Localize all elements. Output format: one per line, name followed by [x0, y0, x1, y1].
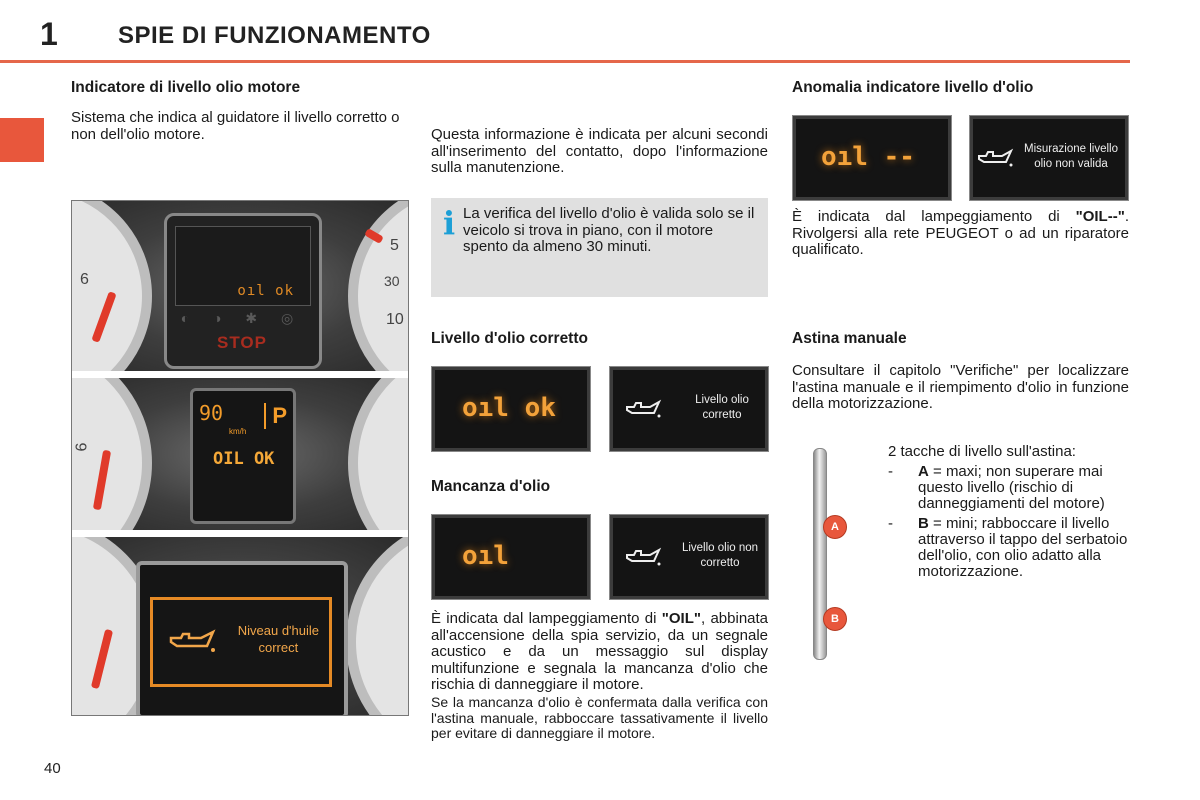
oil-fault-lcd-display: [792, 115, 952, 201]
tachometer-gauge: [72, 378, 152, 530]
display-info-text: Questa informazione è indicata per alcuni secondi all'inserimento del contatto, dopo l'informazione sulla manutenzione.: [431, 126, 768, 176]
message-line-2: corretto: [700, 557, 740, 569]
notches-intro: 2 tacche di livello sull'astina:: [888, 443, 1076, 460]
central-display-unit: [164, 213, 322, 369]
oil-dashes-glow-text: oıl --: [821, 142, 915, 172]
dipstick-mark-a: A: [823, 515, 847, 539]
section-heading-low-oil: Mancanza d'olio: [431, 478, 551, 495]
section-heading-oil-indicator: Indicatore di livello olio motore: [71, 79, 301, 96]
oil-correct-message-text: [680, 393, 764, 423]
indicator-fault-description: [792, 209, 1129, 259]
cluster-panel-3: [72, 537, 408, 715]
chapter-tab-marker: [0, 118, 44, 162]
section-heading-indicator-fault: Anomalia indicatore livello d'olio: [792, 79, 1034, 96]
message-line-1: Misurazione livello: [1024, 143, 1118, 155]
page-number: 40: [44, 760, 61, 777]
text-run: È indicata dal lampeggiamento di: [792, 208, 1076, 225]
list-item: [888, 516, 1128, 580]
oil-message-text: [238, 622, 319, 656]
dipstick-description: Consultare il capitolo "Verifiche" per localizzare l'astina manuale e il riempimento d'olio in funzione della motorizzazione.: [792, 362, 1129, 412]
list-item: [888, 464, 1128, 512]
stop-warning-lamp: STOP: [217, 333, 267, 352]
text-run: = mini; rabboccare il livello attraverso il tappo del serbatoio dell'olio, con olio adatto alla motorizzazione.: [918, 515, 1128, 580]
text-run: , abbinata all'accensione della spia servizio, da un segnale acustico e da un messaggio sul display multifunzione e segnala la mancanza d'olio che rischia di danneggiare il motore.: [431, 610, 769, 693]
section-heading-correct-level: Livello d'olio corretto: [431, 330, 588, 347]
warning-lamp-icons: ◐ ◑ ✱ ◎: [180, 310, 304, 326]
oil-ok-glow-text: oıl ok: [462, 393, 556, 423]
mark-b-label: B: [918, 515, 929, 532]
message-line-2: corretto: [702, 409, 742, 421]
oil-indicator-intro: Sistema che indica al guidatore il livello corretto o non dell'olio motore.: [71, 109, 400, 143]
central-lcd-screen: [175, 226, 311, 306]
gauge-number: 30: [384, 273, 400, 289]
chapter-number: 1: [40, 16, 58, 52]
oil-dashes-code-bold: "OIL--": [1075, 208, 1125, 225]
warning-lamps-row: [175, 310, 309, 353]
section-heading-dipstick: Astina manuale: [792, 330, 907, 347]
oil-message-line-2: correct: [258, 640, 299, 655]
display-oil-ok-text: OIL OK: [213, 449, 275, 469]
dipstick-mark-b: B: [823, 607, 847, 631]
info-icon: i: [443, 204, 456, 242]
cluster-panel-1: [72, 201, 408, 371]
oil-glow-text: oıl: [462, 541, 509, 571]
oil-invalid-message-display: [969, 115, 1129, 201]
message-line-1: Livello olio non: [681, 542, 759, 554]
info-note-text: La verifica del livello d'olio è valida solo se il veicolo si trova in piano, con il motore spento da almeno 30 minuti.: [463, 205, 755, 255]
message-line-1: Livello olio: [695, 394, 749, 406]
oil-low-lcd-display: [431, 514, 591, 600]
color-display-unit: [190, 388, 296, 524]
lcd-oil-ok-text: oıl ok: [237, 283, 294, 299]
text-run: = maxi; non superare mai questo livello (rischio di danneggiamenti del motore): [918, 463, 1105, 512]
speedometer-gauge: [348, 378, 408, 530]
cluster-panel-2: [72, 378, 408, 530]
list-dash: -: [888, 515, 893, 532]
speedometer-gauge: [346, 537, 408, 715]
info-note-box: [431, 198, 768, 297]
oil-incorrect-message-display: [609, 514, 769, 600]
gear-indicator: P: [264, 403, 287, 429]
mark-a-label: A: [918, 463, 929, 480]
text-run: È indicata dal lampeggiamento di: [431, 610, 662, 627]
gauge-number: 6: [80, 271, 89, 288]
text-run: . Rivolgersi alla rete PEUGEOT o ad un riparatore qualificato.: [792, 208, 1129, 258]
oil-invalid-message-text: [1016, 142, 1126, 172]
message-line-2: olio non valida: [1034, 158, 1108, 170]
list-item-text: [918, 464, 1128, 512]
oil-correct-message-display: [609, 366, 769, 452]
list-item-text: [918, 516, 1128, 580]
oil-incorrect-message-text: [674, 541, 766, 571]
low-oil-note: Se la mancanza d'olio è confermata dalla verifica con l'astina manuale, rabboccare tassativamente il livello per evitare di danneggiare il motore.: [431, 694, 768, 741]
oil-can-icon: [976, 148, 1014, 168]
oil-message-frame: [150, 597, 332, 687]
speed-unit: km/h: [229, 427, 247, 436]
speed-readout: 90: [199, 401, 224, 425]
dipstick-notches-list: [888, 444, 1128, 580]
oil-ok-lcd-display: [431, 366, 591, 452]
chapter-title: SPIE DI FUNZIONAMENTO: [118, 22, 431, 49]
instrument-cluster-photo: [71, 200, 409, 716]
dipstick-illustration: [813, 448, 839, 660]
oil-code-bold: "OIL": [661, 610, 701, 627]
oil-can-icon: [167, 628, 217, 654]
list-dash: -: [888, 463, 893, 480]
oil-message-line-1: Niveau d'huile: [237, 623, 319, 638]
gauge-number: 6: [73, 442, 91, 452]
oil-can-icon: [624, 399, 662, 419]
large-display-unit: [136, 561, 348, 715]
gauge-number: 5: [390, 237, 399, 254]
oil-can-icon: [624, 547, 662, 567]
low-oil-description: [431, 611, 768, 694]
header-divider: [0, 60, 1130, 63]
gauge-number: 10: [386, 311, 404, 328]
